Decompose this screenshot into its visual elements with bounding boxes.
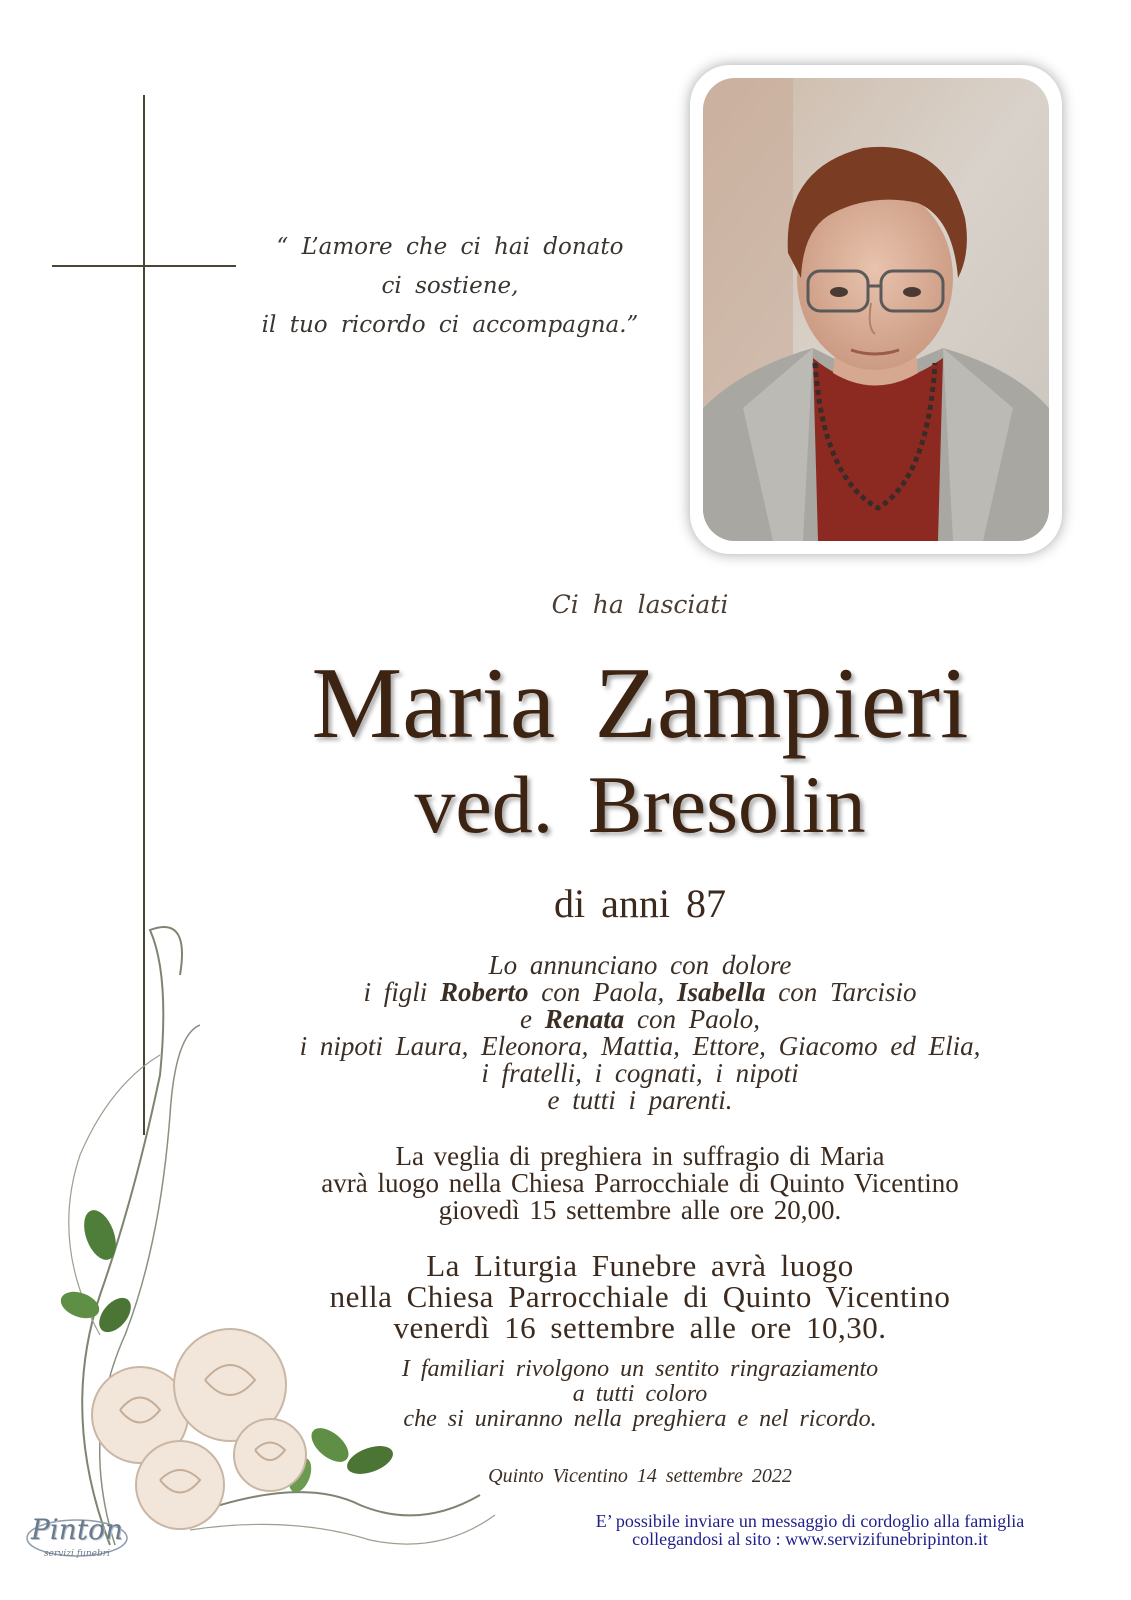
thanks-line: a tutti coloro	[572, 1381, 708, 1407]
bold-name: Isabella	[676, 977, 766, 1007]
announcement-line: Lo annunciano con dolore	[488, 950, 792, 980]
quote-line: il tuo ricordo ci accompagna.”	[261, 312, 639, 338]
bold-name: Renata	[544, 1004, 625, 1034]
bold-name: Roberto	[439, 977, 529, 1007]
text-segment: e	[520, 1004, 545, 1034]
quote-line: “ L’amore che ci hai donato	[276, 234, 624, 260]
funeral-line: nella Chiesa Parrocchiale di Quinto Vicentino	[329, 1279, 951, 1314]
condolence-info	[520, 1512, 1100, 1548]
vigil-line: La veglia di preghiera in suffragio di Maria	[395, 1141, 885, 1171]
announcement-line: i nipoti Laura, Eleonora, Mattia, Ettore, Giacomo ed Elia,	[299, 1031, 981, 1061]
text-segment: i figli	[363, 977, 440, 1007]
thanks-line: che si uniranno nella preghiera e nel ricordo.	[403, 1406, 877, 1432]
intro-text: Ci ha lasciati	[551, 590, 729, 619]
vigil-line: avrà luogo nella Chiesa Parrocchiale di Quinto Vicentino	[321, 1168, 959, 1198]
condolence-link[interactable]: collegandosi al sito : www.servizifunebripinton.it	[632, 1529, 988, 1549]
portrait-photo	[703, 78, 1049, 541]
condolence-line: E’ possibile inviare un messaggio di cordoglio alla famiglia	[595, 1511, 1025, 1531]
quote-line: ci sostiene,	[381, 273, 519, 299]
cross-horizontal-bar	[52, 265, 236, 267]
text-segment: con Tarcisio	[765, 977, 917, 1007]
deceased-name: Maria Zampieri	[311, 647, 969, 760]
place-and-date: Quinto Vicentino 14 settembre 2022	[488, 1465, 792, 1487]
rose-floral-decoration	[40, 915, 510, 1555]
deceased-age: di anni 87	[554, 881, 726, 926]
text-segment: con Paolo,	[624, 1004, 760, 1034]
logo-subtitle: servizi funebri	[44, 1549, 110, 1559]
logo-wordmark: Pinton	[31, 1513, 123, 1546]
text-segment: con Paola,	[528, 977, 677, 1007]
announcement-line: i fratelli, i cognati, i nipoti	[481, 1058, 799, 1088]
announcement-line: e tutti i parenti.	[547, 1085, 733, 1115]
funeral-line: La Liturgia Funebre avrà luogo	[426, 1248, 854, 1283]
funeral-line: venerdì 16 settembre alle ore 10,30.	[393, 1310, 887, 1345]
memorial-quote	[230, 228, 670, 345]
deceased-married-name: ved. Bresolin	[414, 759, 866, 850]
thanks-line: I familiari rivolgono un sentito ringraziamento	[401, 1356, 879, 1382]
vigil-line: giovedì 15 settembre alle ore 20,00.	[438, 1195, 842, 1225]
portrait-illustration	[703, 78, 1049, 541]
